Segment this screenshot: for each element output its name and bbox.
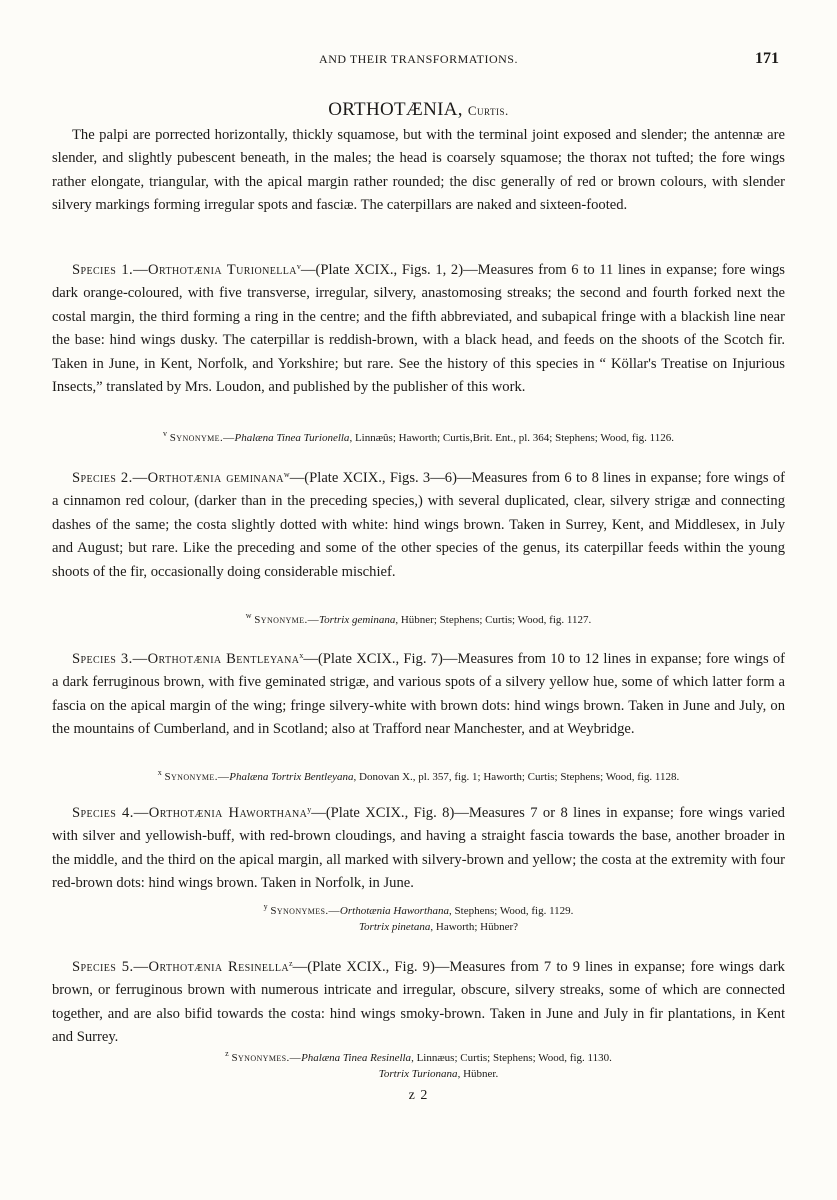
species-4-label: Species 4.—Orthotænia Haworthana — [72, 805, 308, 821]
species-3-footnote-mark: x — [299, 651, 304, 660]
synonym-label: Synonyme.— — [169, 432, 235, 444]
species-5-entry — [52, 956, 785, 1050]
synonym-citation: , Haworth; Hübner? — [430, 921, 519, 933]
species-2-label: Species 2.—Orthotænia geminana — [72, 470, 284, 486]
species-4-entry — [52, 802, 785, 896]
synonym-line — [0, 903, 837, 919]
synonym-name: Phalæna Tortrix Bentleyana — [229, 771, 354, 783]
genus-name: ORTHOTÆNIA, — [328, 99, 463, 120]
synonym-mark: v — [163, 429, 168, 438]
synonym-line — [0, 612, 837, 628]
synonym-label: Synonyme.— — [254, 614, 320, 626]
synonym-mark: y — [263, 902, 268, 911]
synonym-label: Synonyme.— — [164, 771, 230, 783]
running-head: AND THEIR TRANSFORMATIONS. — [319, 52, 518, 66]
synonym-label: Synonymes.— — [270, 905, 340, 917]
synonym-mark: w — [245, 611, 252, 620]
species-3-synonyms — [0, 769, 837, 785]
synonym-name: Tortrix pinetana — [358, 921, 431, 933]
species-2-synonyms — [0, 612, 837, 628]
species-5-synonyms — [0, 1050, 837, 1082]
species-3-label: Species 3.—Orthotænia Bentleyana — [72, 651, 300, 667]
synonym-citation: , Donovan X., pl. 357, fig. 1; Haworth; Curtis; Stephens; Wood, fig. 1128. — [353, 771, 680, 783]
species-1-description: —(Plate XCIX., Figs. 1, 2)—Measures from 6 to 11 lines in expanse; fore wings dark orange-coloured, with five transverse, irregular, silvery, anastomosing streaks; the second and fourth forked next the costal margin, the third forming a ring in the centre; and the fifth abbreviated, and subapical fringe with a blackish line near the base: hind wings dusky. The caterpillar is reddish-brown, with a black head, and feeds on the shoots of the Scotch fir. Taken in June, in Kent, Norfolk, and Yorkshire; but rare. See the history of this species in “ Köllar's Treatise on Injurious Insects,” translated by Mrs. Loudon, and published by the publisher of this work. — [52, 262, 785, 396]
species-1-label: Species 1.—Orthotænia Turionella — [72, 262, 297, 278]
synonym-citation: , Stephens; Wood, fig. 1129. — [449, 905, 574, 917]
synonym-name: Tortrix Turionana — [378, 1068, 458, 1080]
genus-authority: Curtis. — [467, 103, 509, 118]
synonym-citation: , Hübner. — [457, 1068, 499, 1080]
synonym-citation: , Linnæûs; Haworth; Curtis,Brit. Ent., pl. 364; Stephens; Wood, fig. 1126. — [349, 432, 674, 444]
genus-heading — [0, 99, 837, 121]
species-1-entry — [52, 259, 785, 399]
species-5-description: —(Plate XCIX., Fig. 9)—Measures from 7 to 9 lines in expanse; fore wings dark brown, or ferruginous brown with numerous intricate and irregular, obscure, silvery streaks, some of which are connected together, and are also bifid towards the costa: hind wings smoky-brown. Taken in June and July in fir plantations, in Kent and Surrey. — [52, 959, 785, 1046]
species-3-description: —(Plate XCIX., Fig. 7)—Measures from 10 to 12 lines in expanse; fore wings of a dark ferruginous brown, with five geminated strigæ, and various spots of a silvery yellow hue, some of which latter form a fascia on the apical margin of the wing; fringe silvery-white with brown dots: hind wings brown. Taken in June and July, on the mountains of Cumberland, and in Scotland; also at Trafford near Manchester, and at Weybridge. — [52, 651, 785, 738]
synonym-line — [0, 1066, 837, 1082]
synonym-name: Orthotænia Haworthana — [339, 905, 450, 917]
synonym-name: Phalæna Tinea Resinella — [301, 1052, 412, 1064]
species-1-synonyms — [0, 430, 837, 446]
synonym-line — [0, 430, 837, 446]
synonym-mark: z — [225, 1049, 229, 1058]
species-4-description: —(Plate XCIX., Fig. 8)—Measures 7 or 8 lines in expanse; fore wings varied with silver and yellowish-buff, with red-brown cloudings, and having a straight fascia towards the base, another broader in the middle, and the third on the apical margin, all marked with silvery-brown and yellow; the costa at the extremity with four red-brown dots: hind wings brown. Taken in Norfolk, in June. — [52, 805, 785, 892]
species-5-label: Species 5.—Orthotænia Resinella — [72, 959, 290, 975]
synonym-line — [0, 769, 837, 785]
synonym-line — [0, 1050, 837, 1066]
species-2-entry — [52, 467, 785, 584]
species-2-description: —(Plate XCIX., Figs. 3—6)—Measures from 6 to 8 lines in expanse; fore wings of a cinnamon red colour, (darker than in the preceding species,) with several duplicated, clear, silvery strigæ and connecting dashes of the same; the costa slightly dotted with white: hind wings brown. Taken in Surrey, Kent, and Middlesex, in July and August; but rare. Like the preceding and some of the other species of the genus, its caterpillar feeds within the young shoots of the fir, occasionally doing considerable mischief. — [52, 470, 785, 580]
species-1-footnote-mark: v — [296, 262, 301, 271]
species-4-footnote-mark: y — [307, 805, 312, 814]
synonym-name: Tortrix geminana — [319, 614, 396, 626]
species-4-synonyms — [0, 903, 837, 935]
synonym-citation: , Hübner; Stephens; Curtis; Wood, fig. 1127. — [395, 614, 592, 626]
synonym-label: Synonymes.— — [231, 1052, 302, 1064]
species-3-entry — [52, 648, 785, 742]
species-2-footnote-mark: w — [283, 470, 290, 479]
synonym-citation: , Linnæus; Curtis; Stephens; Wood, fig. 1130. — [411, 1052, 612, 1064]
synonym-mark: x — [157, 768, 162, 777]
signature-mark: z 2 — [408, 1088, 429, 1103]
species-5-footnote-mark: z — [289, 959, 293, 968]
synonym-line — [0, 919, 837, 935]
synonym-name: Phalæna Tinea Turionella — [234, 432, 350, 444]
genus-description: The palpi are porrected horizontally, thickly squamose, but with the terminal joint exposed and slender; the antennæ are slender, and slightly pubescent beneath, in the males; the head is coarsely squamose; the thorax not tufted; the fore wings rather elongate, triangular, with the apical margin rather rounded; the disc generally of red or brown colours, with slender silvery markings forming irregular spots and fasciæ. The caterpillars are naked and sixteen-footed. — [52, 127, 785, 214]
page-number: 171 — [755, 50, 779, 67]
